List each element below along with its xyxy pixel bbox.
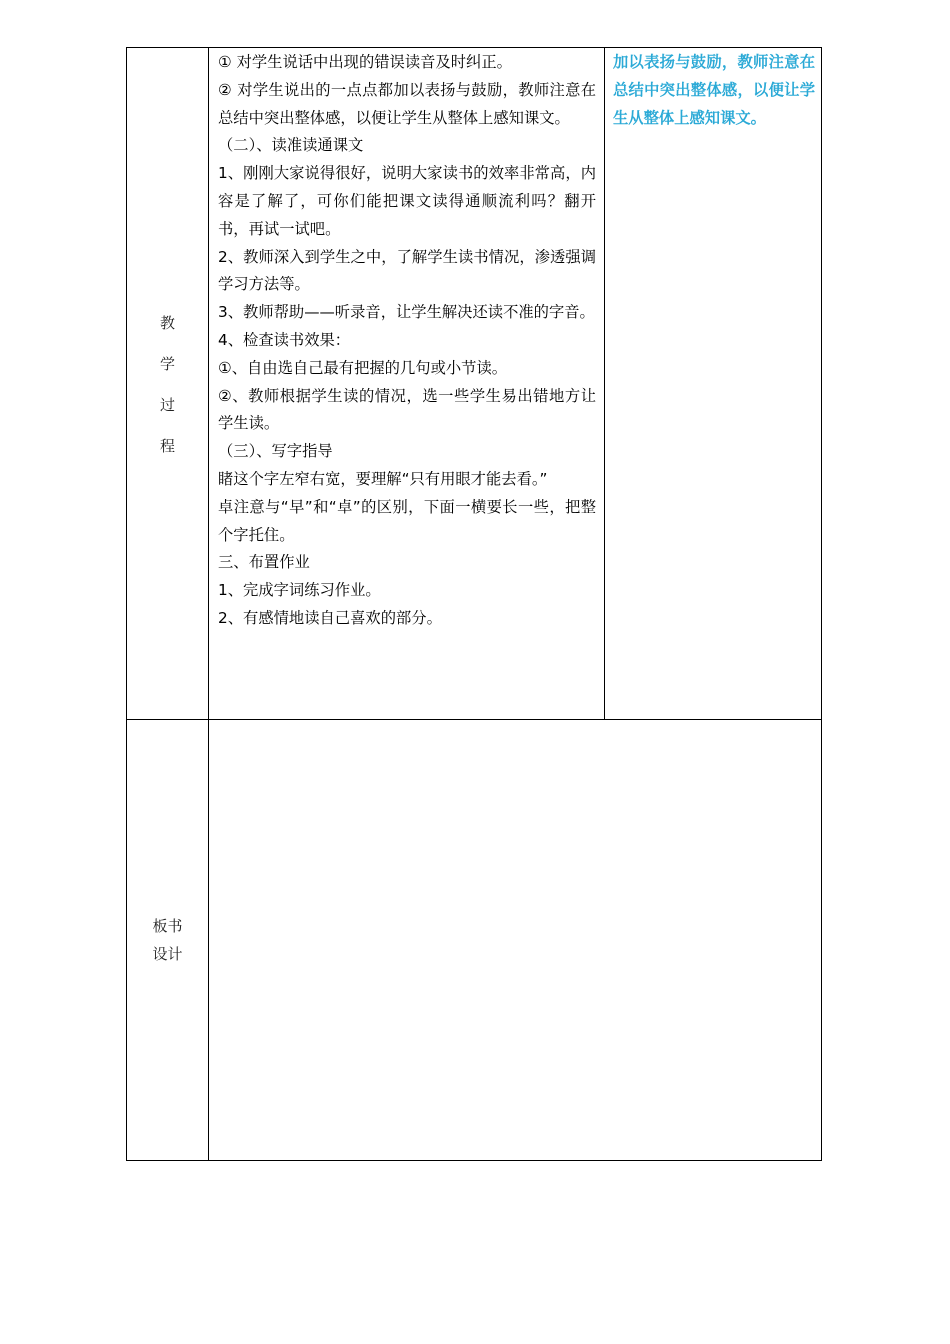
- board-design-label-cell: [127, 720, 209, 1161]
- teaching-notes: [605, 48, 821, 132]
- section-heading: （三）、写字指导: [218, 442, 333, 461]
- board-label-line: 板书: [152, 917, 183, 935]
- teaching-notes-cell: [605, 48, 822, 720]
- section-heading: （二）、读准读通课文: [218, 136, 364, 155]
- board-design-content-cell: [209, 720, 822, 1161]
- content-line: ②、教师根据学生读的情况，选一些学生易出错地方让学生读。: [218, 386, 596, 433]
- content-line: ① 对学生说话中出现的错误读音及时纠正。: [218, 53, 512, 71]
- teaching-process-content: [209, 48, 604, 633]
- content-line: 睹这个字左窄右宽，要理解“只有用眼才能去看。”: [218, 469, 548, 488]
- label-char: 教: [159, 313, 175, 332]
- content-line: 卓注意与“早”和“卓”的区别，下面一横要长一些，把整个字托住。: [218, 497, 596, 544]
- board-design-row: [127, 720, 822, 1161]
- teaching-process-label-cell: [127, 48, 209, 720]
- content-line: 1、完成字词练习作业。: [218, 581, 381, 600]
- content-line: ② 对学生说出的一点点都加以表扬与鼓励，教师注意在总结中突出整体感，以便让学生从整体上感知课文。: [218, 80, 596, 127]
- section-heading: 三、布置作业: [218, 553, 310, 572]
- content-line: 1、刚刚大家说得很好，说明大家读书的效率非常高，内容是了解了，可你们能把课文读得通顺流利吗？翻开书，再试一试吧。: [218, 164, 596, 238]
- content-line: 2、有感情地读自己喜欢的部分。: [218, 608, 442, 627]
- note-text: 加以表扬与鼓励，教师注意在总结中突出整体感，以便让学生从整体上感知课文。: [613, 53, 815, 127]
- label-char: 学: [159, 354, 175, 373]
- content-line: 2、教师深入到学生之中，了解学生读书情况，渗透强调学习方法等。: [218, 247, 596, 294]
- content-line: ①、自由选自己最有把握的几句或小节读。: [218, 358, 508, 377]
- board-label-line: 设计: [152, 945, 183, 963]
- teaching-process-row: [127, 48, 822, 720]
- lesson-plan-table: [126, 47, 822, 1161]
- label-char: 程: [159, 436, 175, 455]
- label-char: 过: [159, 395, 175, 414]
- content-line: 4、检查读书效果：: [218, 330, 351, 349]
- teaching-process-label: [127, 312, 208, 456]
- board-design-label: [127, 912, 208, 968]
- content-line: 3、教师帮助——听录音，让学生解决还读不准的字音。: [218, 303, 595, 322]
- teaching-process-content-cell: [209, 48, 605, 720]
